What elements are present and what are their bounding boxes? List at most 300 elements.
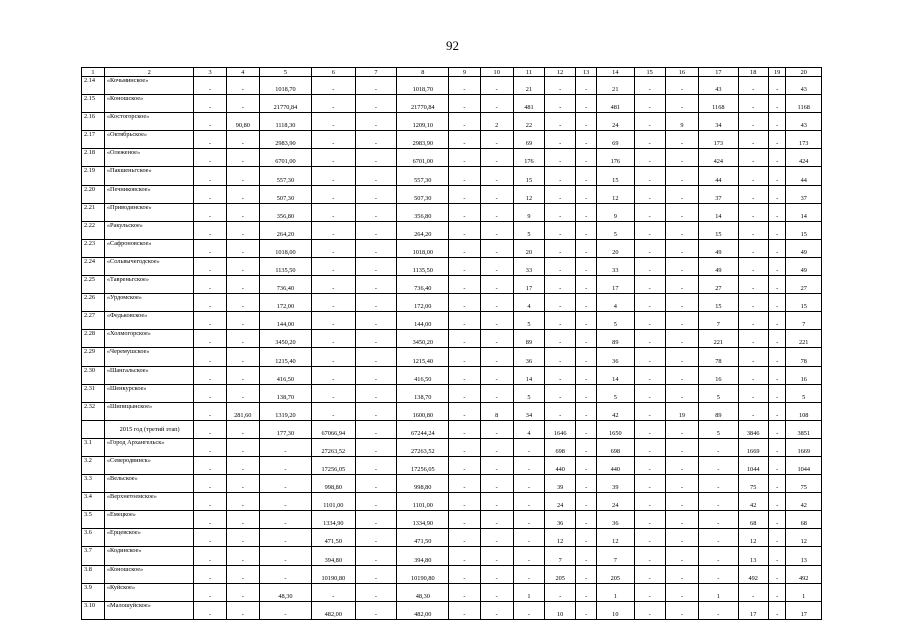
table-cell: 356,80 — [259, 203, 311, 221]
table-cell: - — [355, 384, 397, 402]
table-cell: - — [576, 384, 597, 402]
table-cell: 49 — [786, 257, 822, 275]
table-cell: - — [449, 221, 480, 239]
table-row — [82, 294, 822, 312]
table-cell: - — [355, 420, 397, 438]
table-cell: - — [311, 95, 355, 113]
table-cell: - — [194, 149, 226, 167]
table-cell: - — [665, 221, 698, 239]
row-name: «Олеженое» — [104, 149, 194, 167]
table-cell: - — [768, 239, 786, 257]
table-cell: 89 — [513, 330, 544, 348]
table-cell: - — [768, 167, 786, 185]
table-cell: 13 — [786, 547, 822, 565]
table-cell: - — [311, 113, 355, 131]
table-cell: 507,30 — [259, 185, 311, 203]
table-cell: - — [355, 475, 397, 493]
table-cell: 15 — [699, 294, 739, 312]
table-cell: - — [226, 438, 259, 456]
row-name: «Федьковское» — [104, 312, 194, 330]
table-header-row — [82, 68, 822, 77]
table-row — [82, 203, 822, 221]
table-cell: 27 — [699, 276, 739, 294]
table-cell: - — [355, 239, 397, 257]
row-name: «Тавреньгское» — [104, 276, 194, 294]
table-cell: - — [768, 420, 786, 438]
table-cell: - — [576, 475, 597, 493]
table-cell: - — [449, 402, 480, 420]
table-cell: - — [194, 601, 226, 619]
table-cell: 492 — [738, 565, 768, 583]
table-cell: - — [194, 475, 226, 493]
table-cell: - — [480, 185, 513, 203]
table-cell: - — [226, 565, 259, 583]
row-number: 3.4 — [82, 493, 105, 511]
table-cell: 5 — [513, 221, 544, 239]
table-cell: 281,60 — [226, 402, 259, 420]
table-cell: - — [480, 493, 513, 511]
table-row — [82, 583, 822, 601]
table-cell: 21770,84 — [397, 95, 449, 113]
table-cell: 43 — [699, 77, 739, 95]
table-cell: - — [576, 167, 597, 185]
table-cell: - — [355, 511, 397, 529]
table-cell: - — [311, 167, 355, 185]
table-cell: - — [194, 438, 226, 456]
table-cell: - — [665, 529, 698, 547]
table-cell: 998,80 — [311, 475, 355, 493]
table-cell: 14 — [699, 203, 739, 221]
row-name: «Северодвинск» — [104, 456, 194, 474]
table-cell: 14 — [786, 203, 822, 221]
table-cell: - — [259, 547, 311, 565]
row-number: 3.1 — [82, 438, 105, 456]
table-cell: - — [226, 511, 259, 529]
table-cell: - — [194, 276, 226, 294]
table-cell: - — [194, 167, 226, 185]
table-cell: 69 — [597, 131, 634, 149]
row-number: 3.7 — [82, 547, 105, 565]
table-row — [82, 547, 822, 565]
table-cell: - — [449, 95, 480, 113]
table-cell: 15 — [786, 294, 822, 312]
table-cell: - — [699, 565, 739, 583]
table-cell: 39 — [597, 475, 634, 493]
table-cell: 24 — [597, 113, 634, 131]
table-cell: - — [545, 330, 576, 348]
column-header: 8 — [397, 68, 449, 77]
table-cell: - — [634, 203, 665, 221]
table-cell: 89 — [699, 402, 739, 420]
table-cell: 1135,50 — [397, 257, 449, 275]
table-cell: - — [311, 149, 355, 167]
table-cell: - — [355, 203, 397, 221]
table-cell: 4 — [513, 420, 544, 438]
table-cell: - — [634, 601, 665, 619]
table-cell: - — [738, 384, 768, 402]
table-cell: - — [194, 185, 226, 203]
table-cell: - — [226, 529, 259, 547]
table-cell: 69 — [513, 131, 544, 149]
table-cell: 471,50 — [397, 529, 449, 547]
table-cell: - — [576, 438, 597, 456]
table-cell: - — [665, 95, 698, 113]
table-cell: - — [738, 203, 768, 221]
table-cell: - — [634, 456, 665, 474]
table-cell: 424 — [699, 149, 739, 167]
table-cell: 1646 — [545, 420, 576, 438]
table-cell: 5 — [597, 384, 634, 402]
table-cell: - — [576, 330, 597, 348]
table-cell: 2983,90 — [259, 131, 311, 149]
table-cell: - — [355, 565, 397, 583]
table-cell: - — [665, 131, 698, 149]
table-cell: - — [259, 475, 311, 493]
table-cell: 481 — [597, 95, 634, 113]
table-cell: - — [634, 529, 665, 547]
table-cell: - — [355, 493, 397, 511]
table-cell: - — [226, 348, 259, 366]
table-cell: - — [738, 348, 768, 366]
table-cell: - — [665, 149, 698, 167]
table-row — [82, 221, 822, 239]
row-name: «Октябрьское» — [104, 131, 194, 149]
table-row — [82, 366, 822, 384]
table-cell: 10 — [545, 601, 576, 619]
table-cell: 12 — [786, 529, 822, 547]
table-cell: - — [768, 565, 786, 583]
table-cell: 1018,70 — [259, 77, 311, 95]
table-cell: 15 — [513, 167, 544, 185]
column-header: 14 — [597, 68, 634, 77]
table-cell: 736,40 — [397, 276, 449, 294]
table-cell: 10190,80 — [397, 565, 449, 583]
table-cell: - — [449, 294, 480, 312]
table-cell: - — [665, 366, 698, 384]
table-cell: - — [738, 257, 768, 275]
table-cell: - — [449, 511, 480, 529]
table-cell: - — [355, 276, 397, 294]
table-cell: - — [194, 330, 226, 348]
table-cell: 5 — [513, 312, 544, 330]
table-cell: 10190,80 — [311, 565, 355, 583]
table-cell: - — [634, 438, 665, 456]
table-cell: - — [513, 456, 544, 474]
table-cell: - — [311, 348, 355, 366]
table-cell: - — [738, 167, 768, 185]
table-cell: - — [226, 583, 259, 601]
table-cell: 1 — [513, 583, 544, 601]
table-cell: - — [449, 77, 480, 95]
table-cell: 9 — [513, 203, 544, 221]
table-cell: - — [449, 583, 480, 601]
table-cell: - — [449, 529, 480, 547]
table-cell: 2 — [480, 113, 513, 131]
table-cell: 6701,00 — [397, 149, 449, 167]
table-cell: - — [480, 348, 513, 366]
table-cell: - — [226, 77, 259, 95]
row-number: 2.17 — [82, 131, 105, 149]
table-cell: - — [449, 239, 480, 257]
table-row — [82, 95, 822, 113]
table-cell: 15 — [786, 221, 822, 239]
table-cell: - — [194, 511, 226, 529]
table-row — [82, 348, 822, 366]
table-cell: - — [449, 438, 480, 456]
table-cell: - — [768, 330, 786, 348]
table-cell: 89 — [597, 330, 634, 348]
table-cell: - — [226, 475, 259, 493]
table-cell: 1 — [597, 583, 634, 601]
row-name: «Емецкое» — [104, 511, 194, 529]
table-row — [82, 511, 822, 529]
table-cell: - — [194, 420, 226, 438]
table-cell: - — [665, 493, 698, 511]
table-cell: - — [768, 529, 786, 547]
table-cell: 2983,90 — [397, 131, 449, 149]
table-cell: - — [768, 257, 786, 275]
table-cell: - — [665, 294, 698, 312]
table-cell: - — [665, 475, 698, 493]
row-name: «Коношское» — [104, 95, 194, 113]
table-cell: - — [355, 113, 397, 131]
table-cell: - — [259, 493, 311, 511]
table-cell: - — [449, 420, 480, 438]
table-cell: - — [665, 438, 698, 456]
table-cell: 6701,00 — [259, 149, 311, 167]
table-cell: 1018,70 — [397, 77, 449, 95]
table-cell: 20 — [597, 239, 634, 257]
table-row — [82, 565, 822, 583]
table-cell: - — [513, 438, 544, 456]
table-cell: - — [768, 438, 786, 456]
table-cell: 14 — [513, 366, 544, 384]
table-cell: - — [634, 583, 665, 601]
table-cell: - — [576, 95, 597, 113]
table-cell: 1669 — [738, 438, 768, 456]
table-cell: - — [355, 294, 397, 312]
table-cell: - — [226, 601, 259, 619]
row-number: 2.21 — [82, 203, 105, 221]
table-cell: 34 — [699, 113, 739, 131]
table-cell: 176 — [513, 149, 544, 167]
table-cell: - — [513, 547, 544, 565]
table-cell: 5 — [597, 312, 634, 330]
row-number: 2.24 — [82, 257, 105, 275]
table-cell: 20 — [513, 239, 544, 257]
table-cell: - — [665, 348, 698, 366]
table-cell: - — [634, 511, 665, 529]
table-cell: - — [194, 312, 226, 330]
table-cell: - — [545, 95, 576, 113]
table-cell: - — [768, 511, 786, 529]
row-number: 2.16 — [82, 113, 105, 131]
table-cell: - — [768, 402, 786, 420]
table-row — [82, 276, 822, 294]
row-number: 2.18 — [82, 149, 105, 167]
table-cell: 4 — [513, 294, 544, 312]
table-cell: 22 — [513, 113, 544, 131]
table-cell: - — [768, 185, 786, 203]
table-cell: 90,80 — [226, 113, 259, 131]
table-cell: 16 — [786, 366, 822, 384]
table-cell: 42 — [738, 493, 768, 511]
table-cell: - — [699, 493, 739, 511]
table-cell: 482,00 — [311, 601, 355, 619]
table-cell: - — [480, 312, 513, 330]
table-cell: - — [768, 456, 786, 474]
table-cell: - — [355, 77, 397, 95]
table-cell: - — [449, 113, 480, 131]
table-cell: - — [768, 366, 786, 384]
table-cell: 68 — [786, 511, 822, 529]
table-cell: - — [449, 203, 480, 221]
table-cell: 7 — [699, 312, 739, 330]
table-cell: - — [738, 239, 768, 257]
table-cell: - — [226, 221, 259, 239]
table-cell: - — [545, 384, 576, 402]
table-cell: 16 — [699, 366, 739, 384]
table-cell: - — [226, 384, 259, 402]
table-cell: 173 — [699, 131, 739, 149]
table-cell: 1018,00 — [259, 239, 311, 257]
table-cell: 172,00 — [259, 294, 311, 312]
table-cell: - — [738, 276, 768, 294]
table-cell: - — [768, 348, 786, 366]
table-cell: 1215,40 — [397, 348, 449, 366]
table-cell: 14 — [597, 366, 634, 384]
table-cell: - — [355, 601, 397, 619]
table-cell: - — [480, 366, 513, 384]
table-cell: 24 — [597, 493, 634, 511]
table-cell: - — [545, 276, 576, 294]
table-cell: - — [480, 95, 513, 113]
table-cell: - — [634, 294, 665, 312]
table-cell: - — [480, 511, 513, 529]
table-cell: 78 — [786, 348, 822, 366]
table-cell: - — [355, 402, 397, 420]
table-cell: - — [194, 77, 226, 95]
table-cell: - — [480, 384, 513, 402]
table-row — [82, 167, 822, 185]
table-cell: 440 — [597, 456, 634, 474]
table-cell: 21 — [513, 77, 544, 95]
table-cell: - — [449, 312, 480, 330]
table-cell: - — [449, 330, 480, 348]
table-cell: 998,80 — [397, 475, 449, 493]
table-cell: - — [665, 583, 698, 601]
table-cell: - — [576, 131, 597, 149]
table-cell: 42 — [786, 493, 822, 511]
table-cell: - — [194, 493, 226, 511]
table-cell: 7 — [597, 547, 634, 565]
table-cell: - — [665, 203, 698, 221]
table-cell: 10 — [597, 601, 634, 619]
column-header: 13 — [576, 68, 597, 77]
table-cell: - — [545, 77, 576, 95]
row-number: 2.14 — [82, 77, 105, 95]
table-cell: - — [576, 529, 597, 547]
table-cell: - — [634, 420, 665, 438]
table-row — [82, 456, 822, 474]
table-cell: 1 — [699, 583, 739, 601]
row-name: «Пакшеньгское» — [104, 167, 194, 185]
table-cell: 17256,05 — [311, 456, 355, 474]
table-cell: 507,30 — [397, 185, 449, 203]
table-cell: - — [513, 493, 544, 511]
row-name: «Куйское» — [104, 583, 194, 601]
table-cell: 1319,20 — [259, 402, 311, 420]
table-cell: 67066,94 — [311, 420, 355, 438]
table-cell: - — [738, 330, 768, 348]
table-cell: - — [513, 475, 544, 493]
table-cell: - — [259, 511, 311, 529]
table-row — [82, 601, 822, 619]
row-number: 2.19 — [82, 167, 105, 185]
table-cell: - — [226, 131, 259, 149]
table-cell: 1135,50 — [259, 257, 311, 275]
row-number: 3.8 — [82, 565, 105, 583]
table-cell: 17256,05 — [397, 456, 449, 474]
row-name: «Черемушское» — [104, 348, 194, 366]
row-name: «Шангальское» — [104, 366, 194, 384]
table-cell: - — [226, 294, 259, 312]
table-cell: - — [449, 185, 480, 203]
table-cell: - — [480, 257, 513, 275]
table-cell: 1044 — [786, 456, 822, 474]
table-cell: 138,70 — [397, 384, 449, 402]
table-cell: 1101,00 — [311, 493, 355, 511]
table-cell: - — [576, 239, 597, 257]
table-cell: - — [699, 456, 739, 474]
table-cell: - — [259, 438, 311, 456]
table-cell: - — [449, 601, 480, 619]
table-cell: 5 — [597, 221, 634, 239]
row-name: «Кочьминское» — [104, 77, 194, 95]
table-cell: 698 — [545, 438, 576, 456]
table-cell: - — [194, 203, 226, 221]
table-cell: 1600,80 — [397, 402, 449, 420]
table-cell: 78 — [699, 348, 739, 366]
table-cell: 1334,90 — [397, 511, 449, 529]
table-cell: 17 — [738, 601, 768, 619]
table-cell: - — [226, 456, 259, 474]
column-header: 17 — [699, 68, 739, 77]
table-row — [82, 438, 822, 456]
table-cell: - — [634, 113, 665, 131]
row-number: 3.3 — [82, 475, 105, 493]
table-row — [82, 475, 822, 493]
table-cell: 44 — [699, 167, 739, 185]
table-cell: 698 — [597, 438, 634, 456]
table-cell: 12 — [597, 529, 634, 547]
table-cell: - — [576, 185, 597, 203]
table-cell: - — [576, 402, 597, 420]
table-cell: - — [665, 547, 698, 565]
table-cell: 3846 — [738, 420, 768, 438]
table-row — [82, 529, 822, 547]
table-cell: - — [194, 257, 226, 275]
row-number: 3.10 — [82, 601, 105, 619]
table-cell: - — [259, 456, 311, 474]
table-row — [82, 113, 822, 131]
table-cell: 1018,00 — [397, 239, 449, 257]
table-cell: - — [194, 113, 226, 131]
table-cell: - — [226, 420, 259, 438]
table-cell: 75 — [786, 475, 822, 493]
table-cell: 67244,24 — [397, 420, 449, 438]
table-cell: - — [355, 547, 397, 565]
